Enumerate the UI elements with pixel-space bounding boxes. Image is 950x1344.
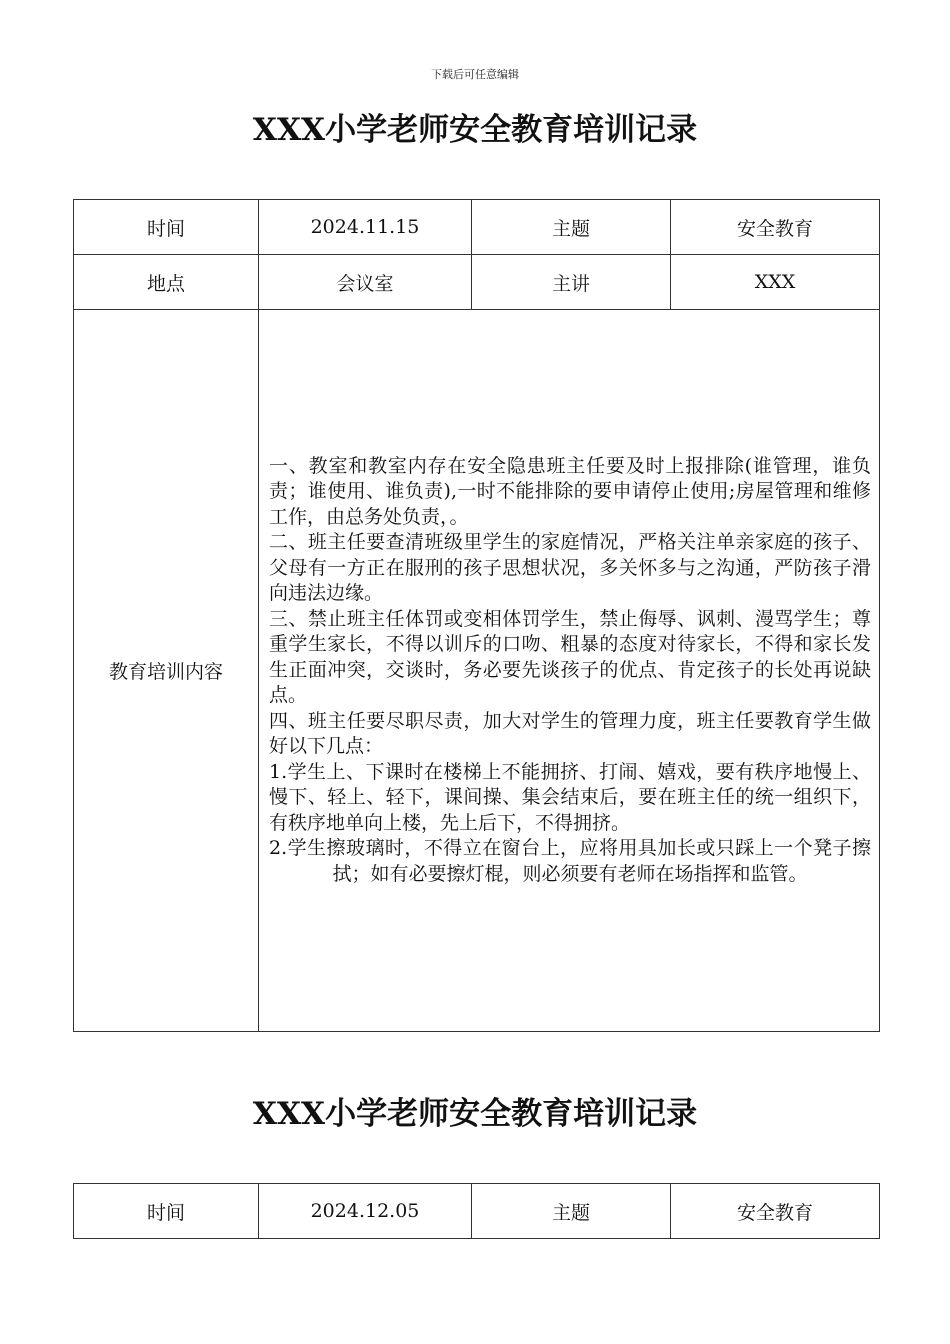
record-table xyxy=(73,1183,880,1239)
content-paragraph: 1.学生上、下课时在楼梯上不能拥挤、打闹、嬉戏，要有秩序地慢上、慢下、轻上、轻下，课间操、集会结束后，要在班主任的统一组织下，有秩序地单向上楼，先上后下，不得拥挤。 xyxy=(269,760,871,834)
topic-label: 主题 xyxy=(472,200,671,255)
topic-value: 安全教育 xyxy=(671,200,880,255)
time-value: 2024.12.05 xyxy=(259,1184,472,1239)
place-label: 地点 xyxy=(74,255,259,310)
speaker-label: 主讲 xyxy=(472,255,671,310)
record-table xyxy=(73,199,880,1032)
table-row xyxy=(74,255,880,310)
content-paragraph: 四、班主任要尽职尽责，加大对学生的管理力度，班主任要教育学生做好以下几点： xyxy=(269,709,871,758)
header-note: 下载后可任意编辑 xyxy=(431,68,519,81)
speaker-value: XXX xyxy=(671,255,880,310)
place-value: 会议室 xyxy=(259,255,472,310)
content-cell xyxy=(259,310,880,1032)
content-label: 教育培训内容 xyxy=(74,310,259,1032)
table-row xyxy=(74,200,880,255)
content-paragraph: 二、班主任要查清班级里学生的家庭情况，严格关注单亲家庭的孩子、父母有一方正在服刑的孩子思想状况，多关怀多与之沟通，严防孩子滑向违法边缘。 xyxy=(269,531,871,605)
table-row xyxy=(74,310,880,1032)
content-paragraph: 2.学生擦玻璃时，不得立在窗台上，应将用具加长或只踩上一个凳子擦拭；如有必要擦灯棍，则必须要有老师在场指挥和监管。 xyxy=(269,837,871,885)
content-paragraph: 三、禁止班主任体罚或变相体罚学生，禁止侮辱、讽刺、漫骂学生；尊重学生家长，不得以训斥的口吻、粗暴的态度对待家长，不得和家长发生正面冲突，交谈时，务必要先谈孩子的优点、肯定孩子的长处再说缺点。 xyxy=(269,607,871,707)
time-label: 时间 xyxy=(74,1184,259,1239)
record-title: XXX小学老师安全教育培训记录 xyxy=(252,1096,698,1132)
record-title: XXX小学老师安全教育培训记录 xyxy=(252,112,698,148)
table-row xyxy=(74,1184,880,1239)
topic-label: 主题 xyxy=(472,1184,671,1239)
time-label: 时间 xyxy=(74,200,259,255)
time-value: 2024.11.15 xyxy=(259,200,472,255)
topic-value: 安全教育 xyxy=(671,1184,880,1239)
content-paragraph: 一、教室和教室内存在安全隐患班主任要及时上报排除(谁管理，谁负责；谁使用、谁负责),一时不能排除的要申请停止使用;房屋管理和维修工作，由总务处负责，。 xyxy=(269,454,871,528)
content-text xyxy=(269,454,871,888)
